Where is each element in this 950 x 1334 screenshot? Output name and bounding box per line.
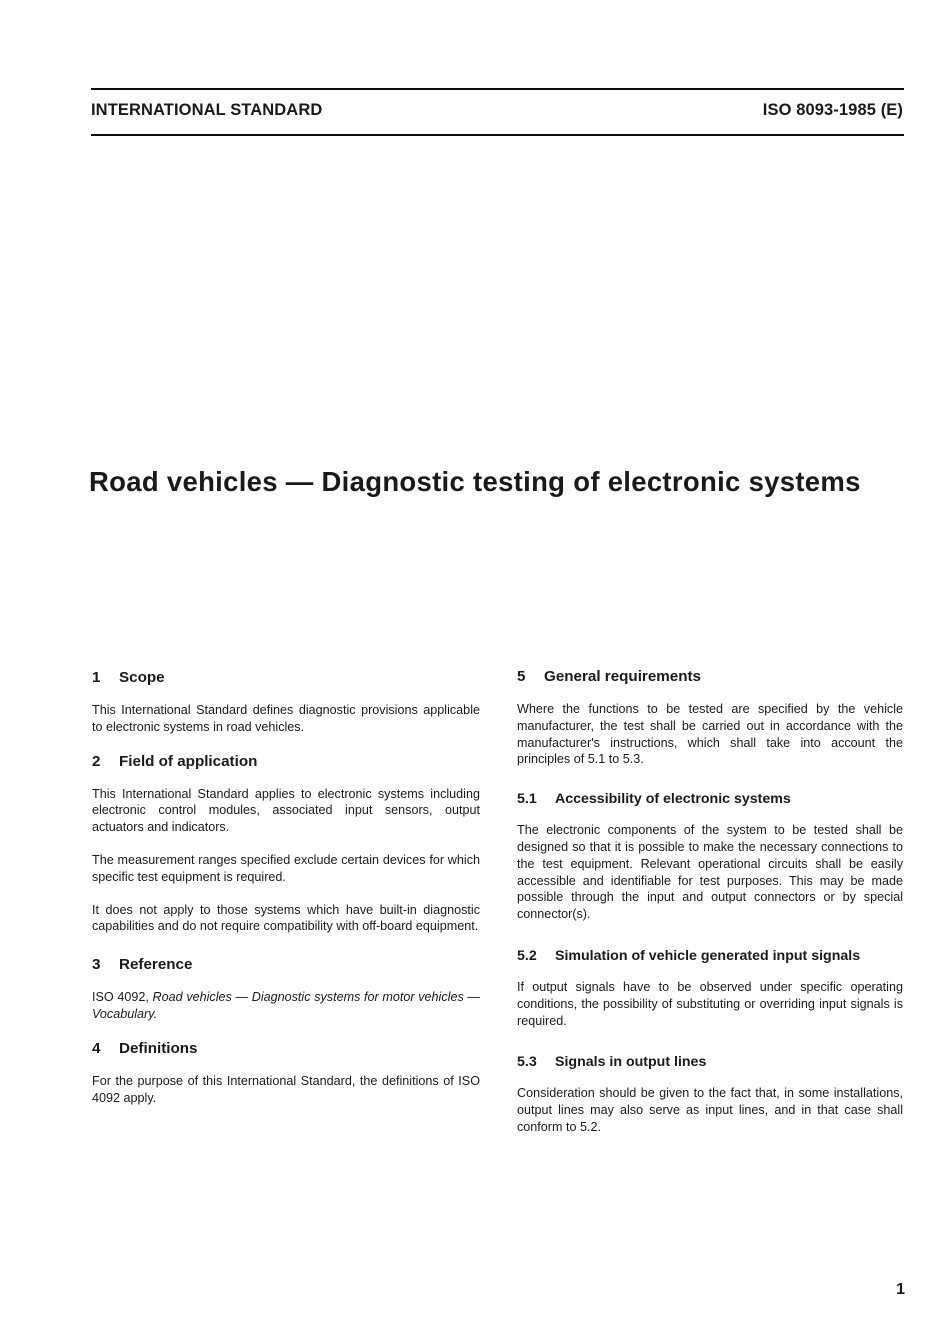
left-column bbox=[92, 668, 480, 1106]
page-number: 1 bbox=[896, 1281, 905, 1298]
reference-title: Road vehicles — Diagnostic systems for motor vehicles — Vocabulary. bbox=[92, 990, 480, 1021]
header-standard-number: ISO 8093-1985 (E) bbox=[762, 101, 903, 119]
output-lines-paragraph: Consideration should be given to the fact that, in some installations, output lines may also serve as input lines, and in that case shall conform to 5.2. bbox=[517, 1086, 903, 1134]
subsection-number: 5.1 bbox=[517, 791, 537, 808]
section-heading-field-of-application bbox=[92, 752, 480, 772]
section-number: 5 bbox=[517, 668, 526, 685]
general-requirements-paragraph: Where the functions to be tested are specified by the vehicle manufacturer, the test shall be carried out in accordance with the manufacturer's instructions, which shall take into account the principles of 5.1 to 5.3. bbox=[517, 702, 903, 767]
accessibility-paragraph: The electronic components of the system to be tested shall be designed so that it is possible to make the necessary connections to the test equipment. Relevant operational circuits shall be easily accessible and identifiable for test purposes. This may be made possible through the input and output connectors or by special connector(s). bbox=[517, 823, 903, 922]
subsection-heading-simulation bbox=[517, 947, 903, 966]
section-title: General requirements bbox=[544, 668, 701, 685]
right-column bbox=[517, 667, 903, 1136]
subsection-title: Signals in output lines bbox=[555, 1054, 707, 1071]
header-bottom-rule bbox=[91, 134, 904, 136]
section-title: Field of application bbox=[119, 752, 258, 770]
field-paragraph-1: This International Standard applies to electronic systems including electronic control modules, associated input sensors, output actuators and indicators. bbox=[92, 786, 480, 835]
section-number: 2 bbox=[92, 752, 101, 770]
header-top-rule bbox=[91, 88, 904, 90]
definitions-paragraph: For the purpose of this International Standard, the definitions of ISO 4092 apply. bbox=[92, 1073, 480, 1105]
section-title: Scope bbox=[119, 669, 165, 686]
scope-paragraph: This International Standard defines diagnostic provisions applicable to electronic systems in road vehicles. bbox=[92, 703, 480, 734]
reference-paragraph bbox=[92, 989, 480, 1023]
field-paragraph-2: The measurement ranges specified exclude certain devices for which specific test equipment is required. bbox=[92, 852, 480, 884]
document-title: Road vehicles — Diagnostic testing of electronic systems bbox=[89, 466, 861, 497]
section-heading-general-requirements bbox=[517, 667, 903, 687]
section-heading-scope bbox=[92, 668, 480, 688]
subsection-title: Accessibility of electronic systems bbox=[555, 791, 791, 808]
simulation-paragraph: If output signals have to be observed under specific operating conditions, the possibility of substituting or overriding input signals is required. bbox=[517, 979, 903, 1028]
subsection-number: 5.3 bbox=[517, 1054, 537, 1071]
reference-code: ISO 4092, bbox=[92, 990, 153, 1005]
subsection-title: Simulation of vehicle generated input signals bbox=[555, 947, 861, 964]
section-heading-definitions bbox=[92, 1039, 480, 1059]
section-title: Definitions bbox=[119, 1039, 198, 1057]
subsection-heading-accessibility bbox=[517, 790, 903, 809]
subsection-number: 5.2 bbox=[517, 947, 537, 964]
header-doc-type: INTERNATIONAL STANDARD bbox=[91, 101, 323, 119]
section-number: 3 bbox=[92, 956, 101, 974]
section-heading-reference bbox=[92, 955, 480, 975]
section-title: Reference bbox=[119, 956, 193, 974]
field-paragraph-3: It does not apply to those systems which have built-in diagnostic capabilities and do not require compatibility with off-board equipment. bbox=[92, 902, 480, 934]
section-number: 4 bbox=[92, 1039, 101, 1057]
section-number: 1 bbox=[92, 669, 101, 686]
subsection-heading-output-lines bbox=[517, 1053, 903, 1072]
